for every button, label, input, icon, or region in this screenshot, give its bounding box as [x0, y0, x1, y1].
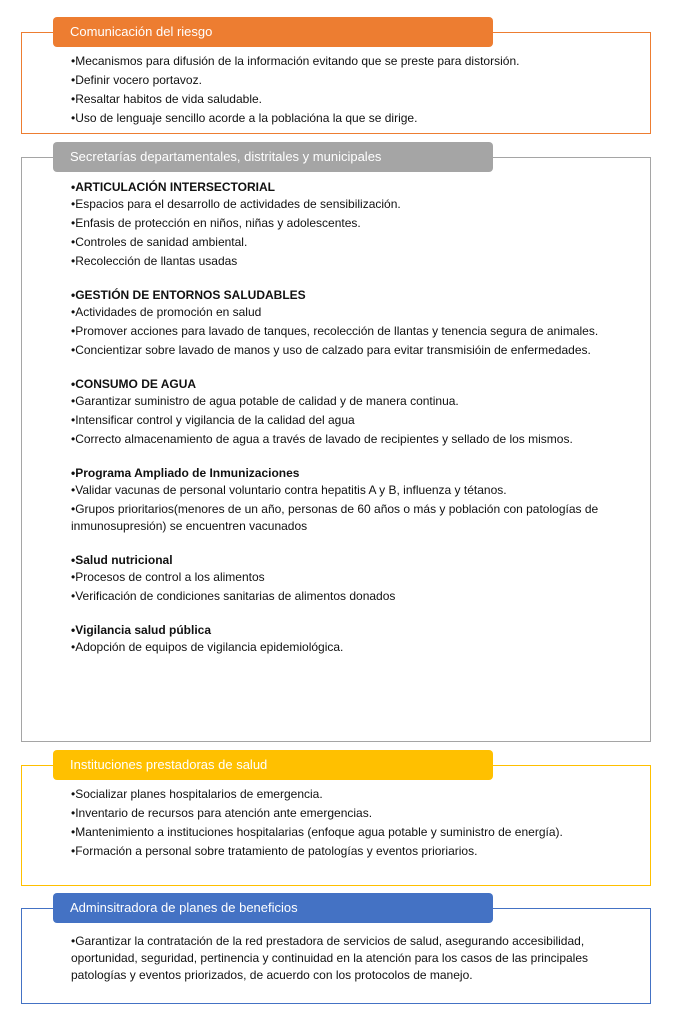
panel-secretarias	[21, 157, 651, 742]
list-item: • Socializar planes hospitalarios de emergencia.	[71, 786, 620, 803]
header-administradora: Adminsitradora de planes de beneficios	[53, 893, 493, 923]
header-instituciones: Instituciones prestadoras de salud	[53, 750, 493, 780]
list-item: • Garantizar la contratación de la red prestadora de servicios de salud, asegurando accesibilidad, oportunidad, seguridad, pertinencia y continuidad en la atención para los casos de las principales patologías y eventos priorizados, de acuerdo con los protocolos de manejo.	[71, 933, 620, 984]
group-heading: • Salud nutricional	[71, 552, 620, 569]
list-item: • Uso de lenguaje sencillo acorde a la poblacióna la que se dirige.	[71, 110, 620, 127]
list-item: • Controles de sanidad ambiental.	[71, 234, 620, 251]
list-item: • Garantizar suministro de agua potable de calidad y de manera continua.	[71, 393, 620, 410]
group-vigilancia	[71, 622, 620, 656]
group-salud-nutricional	[71, 552, 620, 605]
list-item: • Validar vacunas de personal voluntario contra hepatitis A y B, influenza y tétanos.	[71, 482, 620, 499]
group-entornos	[71, 287, 620, 359]
list-item: • Resaltar habitos de vida saludable.	[71, 91, 620, 108]
group-consumo-agua	[71, 376, 620, 448]
panel-comunicacion-riesgo	[21, 32, 651, 134]
list-item: • Recolección de llantas usadas	[71, 253, 620, 270]
list-item: • Correcto almacenamiento de agua a través de lavado de recipientes y sellado de los mismos.	[71, 431, 620, 448]
list-item: • Formación a personal sobre tratamiento de patologías y eventos prioriarios.	[71, 843, 620, 860]
header-secretarias: Secretarías departamentales, distritales y municipales	[53, 142, 493, 172]
list-item: • Inventario de recursos para atención ante emergencias.	[71, 805, 620, 822]
list-item: • Intensificar control y vigilancia de la calidad del agua	[71, 412, 620, 429]
list-item: • Mantenimiento a instituciones hospitalarias (enfoque agua potable y suministro de energía).	[71, 824, 620, 841]
list-item: • Actividades de promoción en salud	[71, 304, 620, 321]
list-item: • Adopción de equipos de vigilancia epidemiológica.	[71, 639, 620, 656]
list-item: • Espacios para el desarrollo de actividades de sensibilización.	[71, 196, 620, 213]
list-item: • Procesos de control a los alimentos	[71, 569, 620, 586]
item-list	[71, 786, 620, 860]
group-list	[71, 179, 620, 656]
group-heading: • Programa Ampliado de Inmunizaciones	[71, 465, 620, 482]
list-item: • Enfasis de protección en niños, niñas y adolescentes.	[71, 215, 620, 232]
group-heading: • ARTICULACIÓN INTERSECTORIAL	[71, 179, 620, 196]
list-item: • Grupos prioritarios(menores de un año, personas de 60 años o más y población con patologías de inmunosupresión) se encuentren vacunados	[71, 501, 620, 535]
group-articulacion	[71, 179, 620, 270]
panel-instituciones	[21, 765, 651, 886]
list-item: • Definir vocero portavoz.	[71, 72, 620, 89]
group-inmunizaciones	[71, 465, 620, 535]
list-item: • Mecanismos para difusión de la información evitando que se preste para distorsión.	[71, 53, 620, 70]
list-item: • Concientizar sobre lavado de manos y uso de calzado para evitar transmisióin de enfermedades.	[71, 342, 620, 359]
group-heading: • CONSUMO DE AGUA	[71, 376, 620, 393]
group-heading: • GESTIÓN DE ENTORNOS SALUDABLES	[71, 287, 620, 304]
header-comunicacion-riesgo: Comunicación del riesgo	[53, 17, 493, 47]
list-item: • Promover acciones para lavado de tanques, recolección de llantas y tenencia segura de animales.	[71, 323, 620, 340]
item-list	[71, 933, 620, 984]
item-list	[71, 53, 620, 127]
list-item: • Verificación de condiciones sanitarias de alimentos donados	[71, 588, 620, 605]
group-heading: • Vigilancia salud pública	[71, 622, 620, 639]
